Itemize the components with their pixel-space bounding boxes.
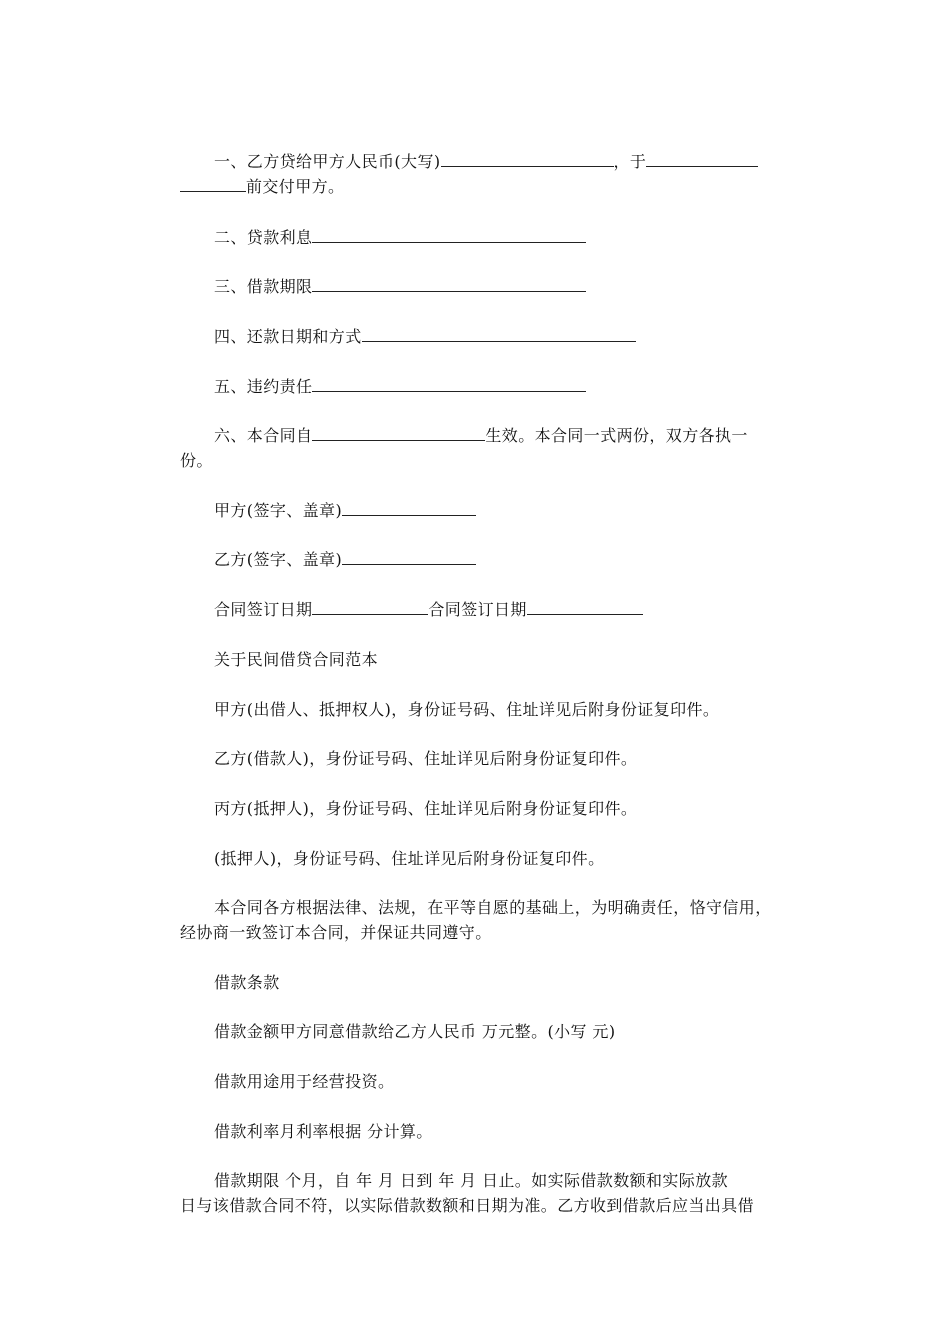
clause-6-rest: 生效。本合同一式两份，双方各执一 [485,426,748,445]
clause-4 [214,326,636,348]
signing-date-1-label: 合同签订日期 [214,600,313,619]
clause-1-line-1 [214,151,758,173]
signing-dates [214,599,643,621]
clause-3-text: 三、借款期限 [214,277,313,296]
clause-5-text: 五、违约责任 [214,377,313,396]
signature-party-b-blank [342,549,476,565]
signature-party-a [214,500,476,522]
signing-date-2-label: 合同签订日期 [428,600,527,619]
repayment-blank [362,326,636,342]
clause-6-end: 份。 [180,451,213,470]
clause-6-line-1 [214,425,748,447]
loan-term-line-1: 借款期限 个月，自 年 月 日到 年 月 日止。如实际借款数额和实际放款 [214,1171,729,1190]
template-party-c: 丙方(抵押人)，身份证号码、住址详见后附身份证复印件。 [214,799,638,818]
clause-6-text: 六、本合同自 [214,426,313,445]
section-heading: 借款条款 [214,973,280,992]
clause-1-middle: ，于 [613,152,647,171]
template-title: 关于民间借贷合同范本 [214,650,379,669]
preamble-line-1: 本合同各方根据法律、法规，在平等自愿的基础上，为明确责任，恪守信用， [214,898,772,917]
amount-blank [441,151,614,167]
clause-1-line-2 [180,176,344,198]
liability-blank [312,376,586,392]
signature-party-b [214,549,476,571]
clause-3 [214,276,586,298]
interest-blank [312,227,586,243]
template-party-d: (抵押人)，身份证号码、住址详见后附身份证复印件。 [214,849,605,868]
clause-6-line-2 [180,450,213,472]
clause-5 [214,376,586,398]
loan-rate: 借款利率月利率根据 分计算。 [214,1122,433,1141]
signing-date-2-blank [527,599,643,615]
signature-party-a-blank [342,500,476,516]
clause-1-end: 前交付甲方。 [246,177,345,196]
preamble-line-2: 经协商一致签订本合同，并保证共同遵守。 [180,923,492,942]
loan-purpose: 借款用途用于经营投资。 [214,1072,395,1091]
clause-4-text: 四、还款日期和方式 [214,327,362,346]
template-party-a: 甲方(出借人、抵押权人)，身份证号码、住址详见后附身份证复印件。 [214,700,720,719]
effective-date-blank [312,425,485,441]
loan-term-line-2: 日与该借款合同不符，以实际借款数额和日期为准。乙方收到借款后应当出具借 [180,1196,755,1215]
loan-amount: 借款金额甲方同意借款给乙方人民币 万元整。(小写 元) [214,1022,616,1041]
clause-2-text: 二、贷款利息 [214,228,313,247]
signature-party-a-label: 甲方(签字、盖章) [214,501,343,520]
signature-party-b-label: 乙方(签字、盖章) [214,550,343,569]
template-party-b: 乙方(借款人)，身份证号码、住址详见后附身份证复印件。 [214,749,638,768]
signing-date-1-blank [312,599,428,615]
term-blank [312,276,586,292]
date-blank [646,151,758,167]
clause-2 [214,227,586,249]
clause-1-text: 一、乙方贷给甲方人民币(大写) [214,152,441,171]
date-blank-continued [180,176,246,192]
